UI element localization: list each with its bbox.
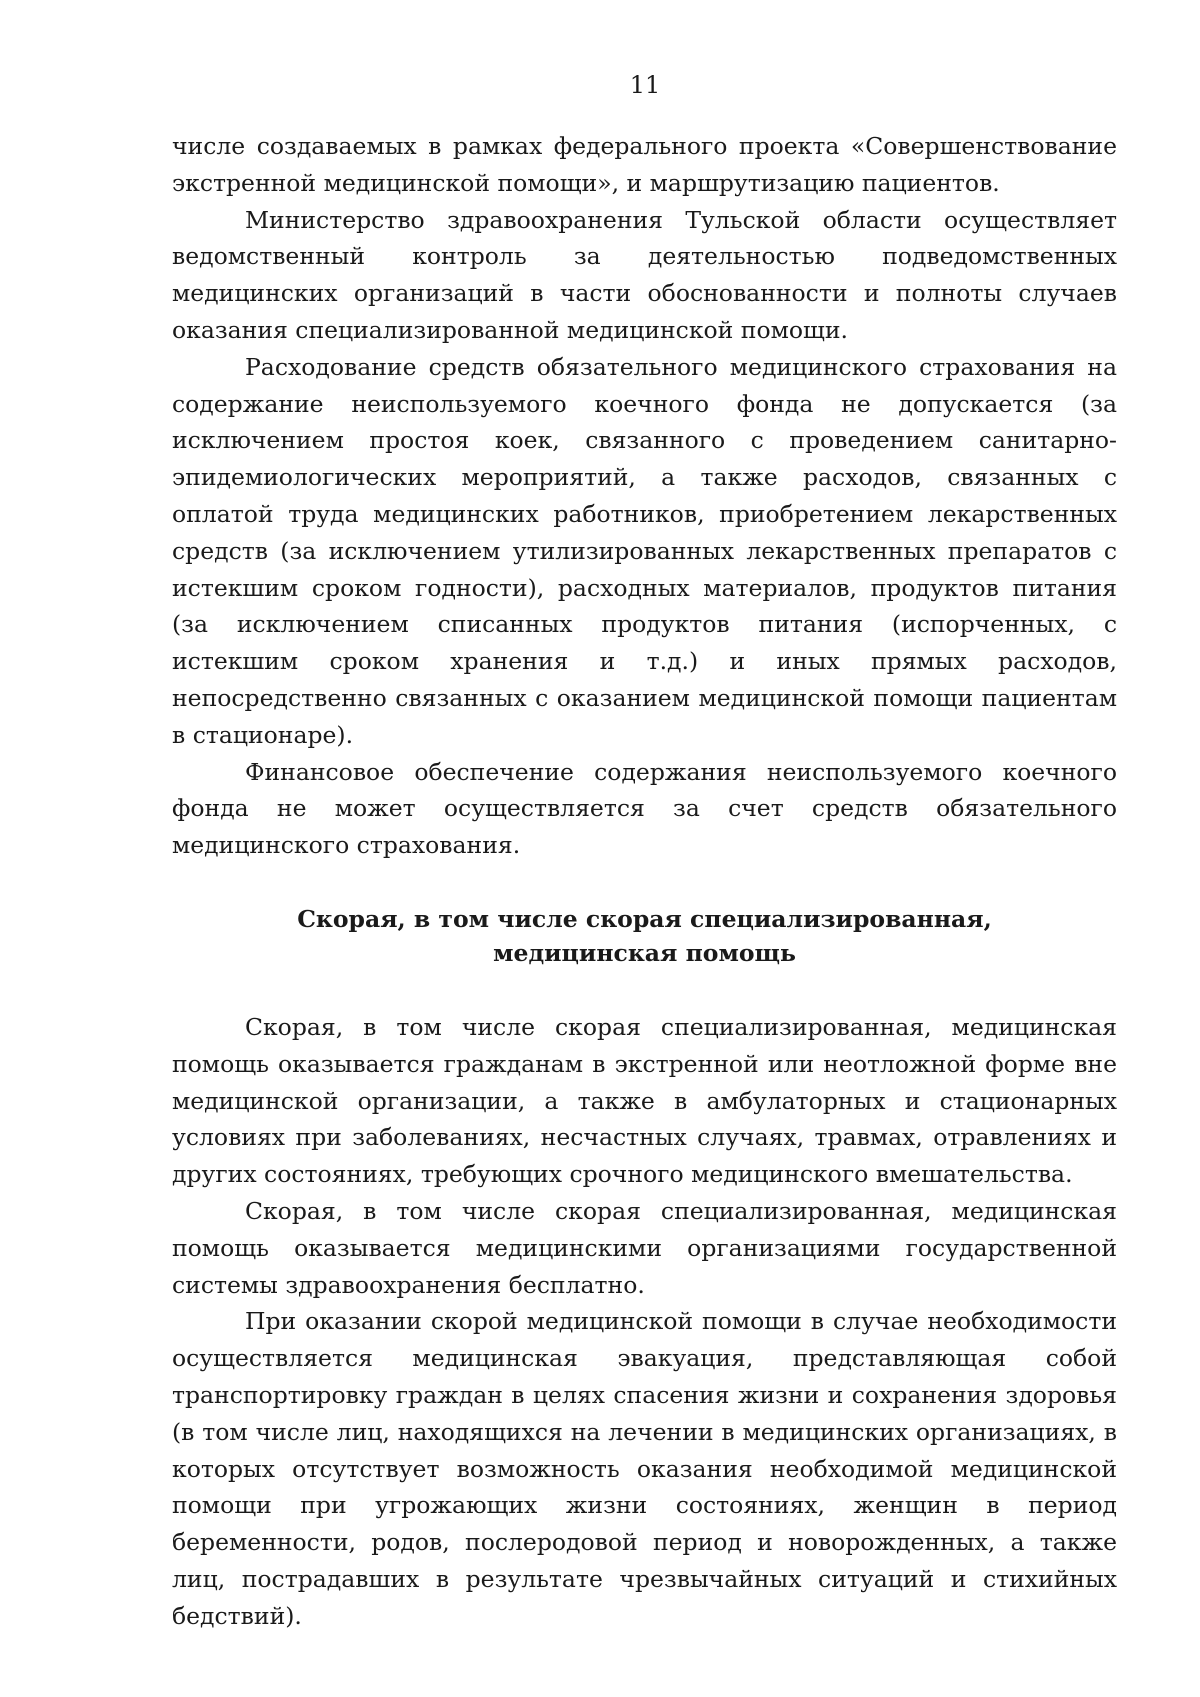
section-heading-line2: медицинская помощь <box>493 938 796 967</box>
paragraph-emergency-care-definition: Скорая, в том числе скорая специализированная, медицинская помощь оказывается гражданам в экстренной или неотложной форме вне медицинской организации, а также в амбулаторных и стационарных условиях при заболеваниях, несчастных случаях, травмах, отравлениях и других состояниях, требующих срочного медицинского вмешательства. <box>172 1012 1117 1189</box>
section-heading-line1: Скорая, в том числе скорая специализированная, <box>297 904 992 933</box>
document-body <box>172 128 1117 1634</box>
paragraph-ministry-control: Министерство здравоохранения Тульской области осуществляет ведомственный контроль за деятельностью подведомственных медицинских организаций в части обоснованности и полноты случаев оказания специализированной медицинской помощи. <box>172 205 1117 344</box>
paragraph-bed-fund-financing: Финансовое обеспечение содержания неиспользуемого коечного фонда не может осуществляется за счет средств обязательного медицинского страхования. <box>172 757 1117 860</box>
paragraph-continuation: числе создаваемых в рамках федерального проекта «Совершенствование экстренной медицинской помощи», и маршрутизацию пациентов. <box>172 132 1117 197</box>
paragraph-oms-spending: Расходование средств обязательного медицинского страхования на содержание неиспользуемого коечного фонда не допускается (за исключением простоя коек, связанного с проведением санитарно-эпидемиологических мероприятий, а также расходов, связанных с оплатой труда медицинских работников, приобретением лекарственных средств (за исключением утилизированных лекарственных препаратов с истекшим сроком годности), расходных материалов, продуктов питания (за исключением списанных продуктов питания (испорченных, с истекшим сроком хранения и т.д.) и иных прямых расходов, непосредственно связанных с оказанием медицинской помощи пациентам в стационаре). <box>172 352 1117 749</box>
paragraph-medical-evacuation: При оказании скорой медицинской помощи в случае необходимости осуществляется медицинская эвакуация, представляющая собой транспортировку граждан в целях спасения жизни и сохранения здоровья (в том числе лиц, находящихся на лечении в медицинских организациях, в которых отсутствует возможность оказания необходимой медицинской помощи при угрожающих жизни состояниях, женщин в период беременности, родов, послеродовой период и новорожденных, а также лиц, пострадавших в результате чрезвычайных ситуаций и стихийных бедствий). <box>172 1307 1117 1630</box>
section-heading <box>172 902 1117 970</box>
page-number: 11 <box>629 71 661 99</box>
paragraph-emergency-care-free: Скорая, в том числе скорая специализированная, медицинская помощь оказывается медицинскими организациями государственной системы здравоохранения бесплатно. <box>172 1196 1117 1299</box>
